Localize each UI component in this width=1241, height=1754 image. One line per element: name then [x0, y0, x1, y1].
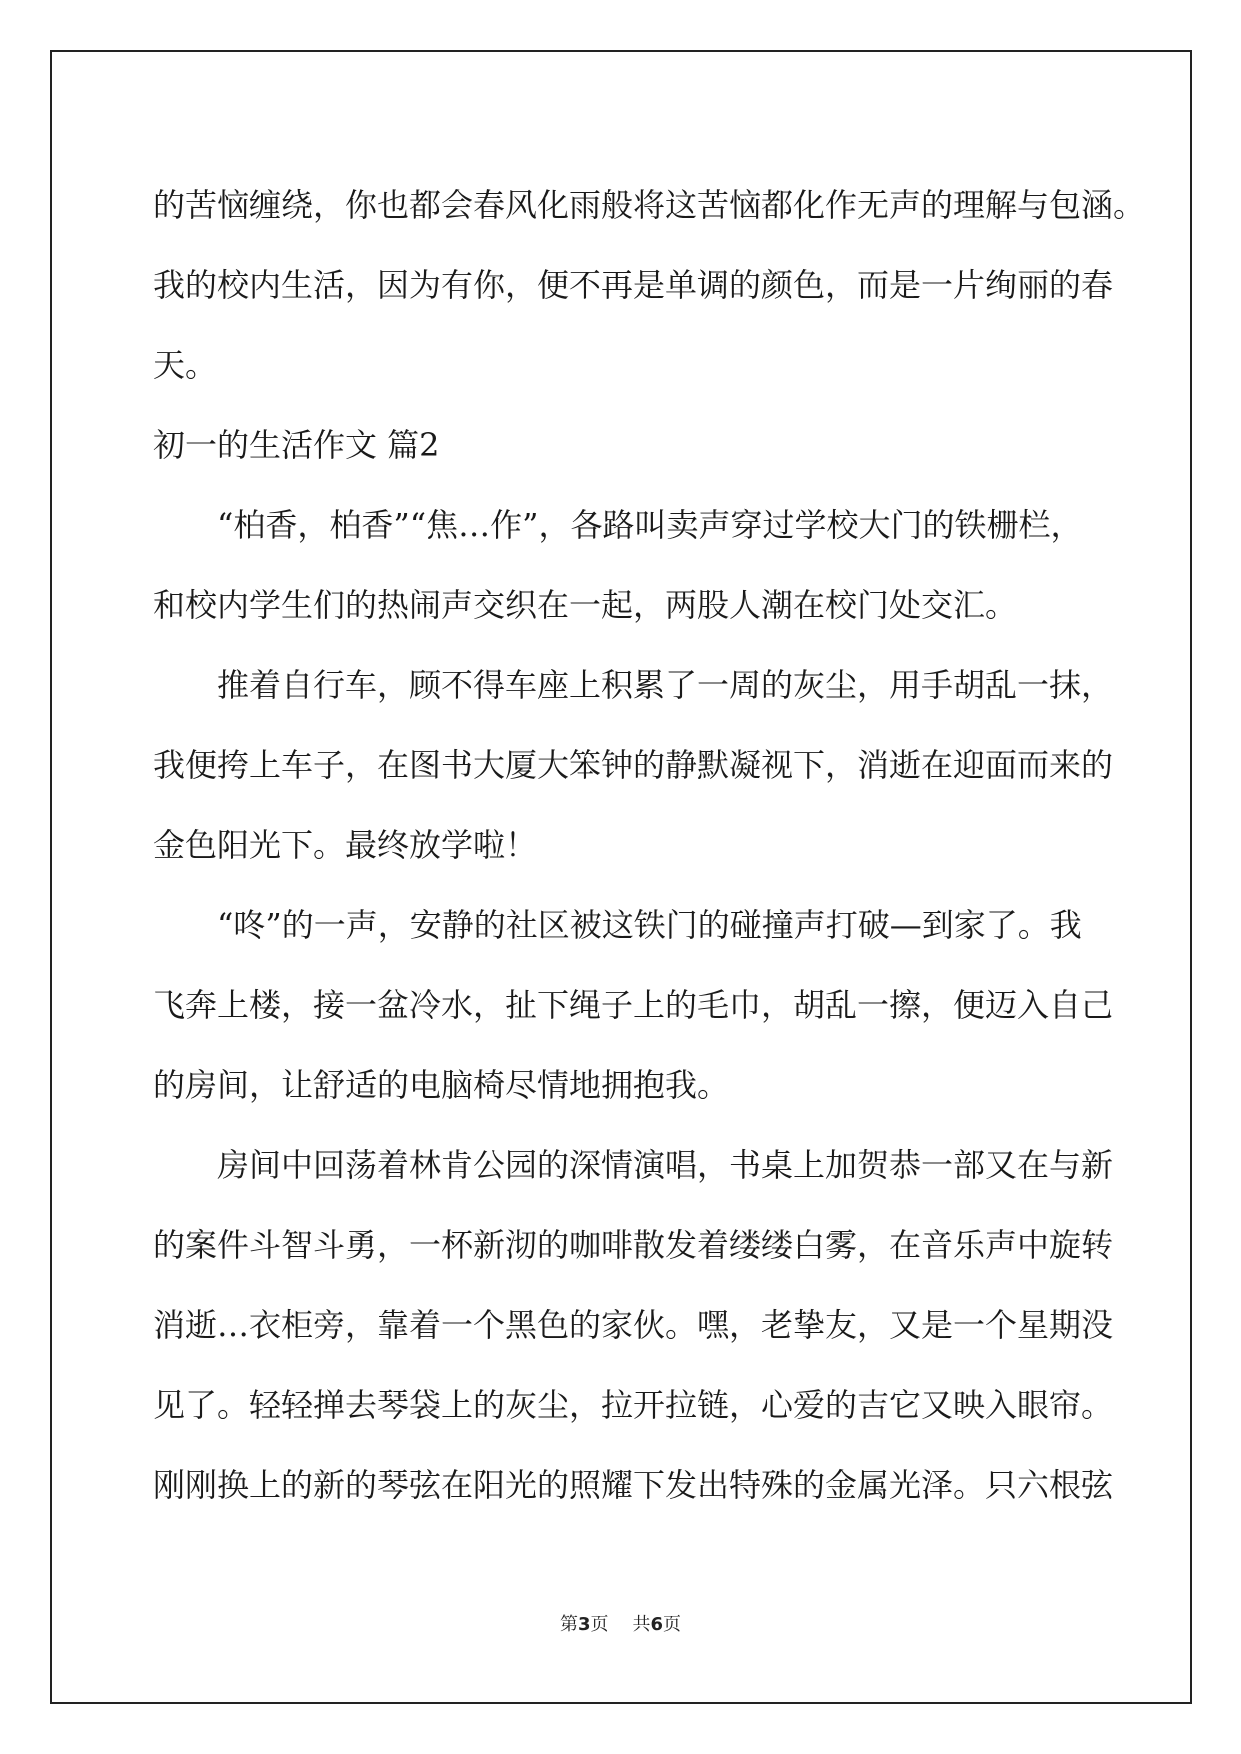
- document-body: [153, 165, 1146, 1525]
- text-line: 飞奔上楼，接一盆冷水，扯下绳子上的毛巾，胡乱一擦，便迈入自己: [153, 986, 1114, 1024]
- total-suffix: 页: [663, 1614, 682, 1635]
- text-line: 房间中回荡着林肯公园的深情演唱，书桌上加贺恭一部又在与新: [217, 1146, 1114, 1184]
- text-line: 和校内学生们的热闹声交织在一起，两股人潮在校门处交汇。: [153, 586, 1018, 624]
- text-line: 推着自行车，顾不得车座上积累了一周的灰尘，用手胡乱一抹，: [217, 666, 1114, 704]
- text-line: 刚刚换上的新的琴弦在阳光的照耀下发出特殊的金属光泽。只六根弦: [153, 1466, 1114, 1504]
- text-line: 金色阳光下。最终放学啦！: [153, 826, 538, 864]
- page-prefix: 第: [559, 1614, 578, 1635]
- text-line: 天。: [153, 346, 218, 384]
- total-pages: 6: [650, 1614, 664, 1635]
- text-line: 的房间，让舒适的电脑椅尽情地拥抱我。: [153, 1066, 730, 1104]
- page-number: 3: [577, 1614, 591, 1635]
- text-line: 我的校内生活，因为有你，便不再是单调的颜色，而是一片绚丽的春: [153, 266, 1114, 304]
- text-line: 的苦恼缠绕，你也都会春风化雨般将这苦恼都化作无声的理解与包涵。: [153, 186, 1146, 224]
- section-heading: 初一的生活作文 篇2: [153, 426, 440, 464]
- page-footer: [0, 1610, 1241, 1636]
- text-line: 的案件斗智斗勇，一杯新沏的咖啡散发着缕缕白雾，在音乐声中旋转: [153, 1226, 1114, 1264]
- text-line: 消逝…衣柜旁，靠着一个黑色的家伙。嘿，老挚友，又是一个星期没: [153, 1306, 1114, 1344]
- total-prefix: 共: [632, 1614, 651, 1635]
- text-line: “咚”的一声，安静的社区被这铁门的碰撞声打破—到家了。我: [217, 906, 1082, 944]
- text-line: 见了。轻轻掸去琴袋上的灰尘，拉开拉链，心爱的吉它又映入眼帘。: [153, 1386, 1114, 1424]
- text-line: “柏香，柏香”“焦…作”，各路叫卖声穿过学校大门的铁栅栏，: [217, 506, 1083, 544]
- text-line: 我便挎上车子，在图书大厦大笨钟的静默凝视下，消逝在迎面而来的: [153, 746, 1114, 784]
- page-suffix: 页: [590, 1614, 609, 1635]
